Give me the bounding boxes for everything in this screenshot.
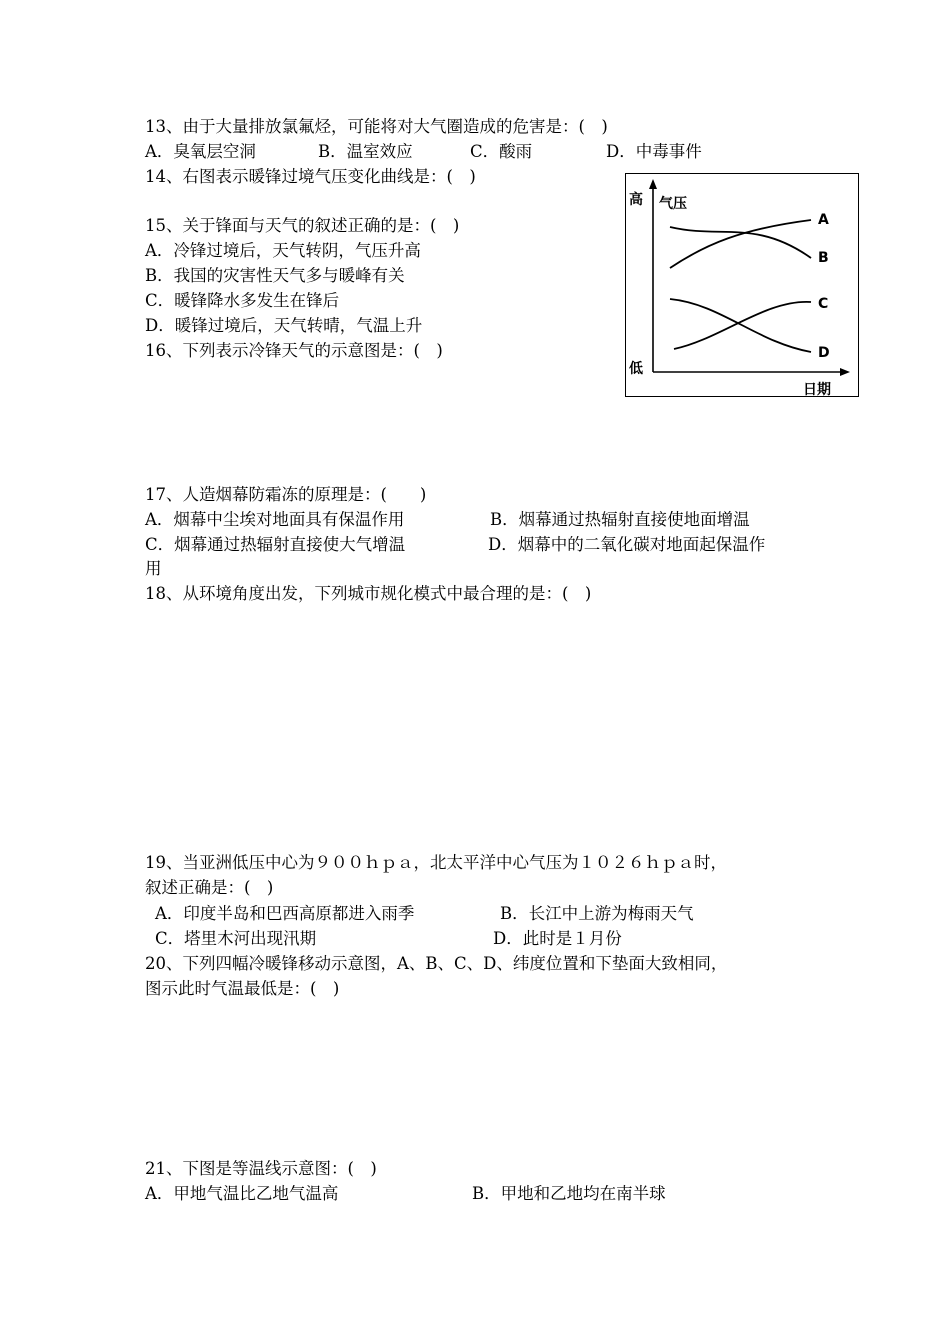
curve-label-b: B bbox=[818, 250, 829, 266]
y-axis-high-label: 高 bbox=[629, 192, 643, 208]
q17-option-c: C．烟幕通过热辐射直接使大气增温 bbox=[145, 535, 406, 554]
q18-stem: 18、从环境角度出发，下列城市规化模式中最合理的是：( ) bbox=[145, 584, 592, 603]
q19-option-d: D．此时是１月份 bbox=[493, 929, 622, 948]
pressure-curve-figure bbox=[625, 173, 859, 397]
curve-label-d: D bbox=[818, 345, 830, 361]
y-axis-title: 气压 bbox=[659, 196, 687, 212]
q19-option-c: C．塔里木河出现汛期 bbox=[155, 929, 317, 948]
q16-stem: 16、下列表示冷锋天气的示意图是：( ) bbox=[145, 341, 443, 360]
curve-label-a: A bbox=[818, 212, 829, 228]
x-axis-title: 日期 bbox=[803, 382, 831, 396]
q19-option-b: B．长江中上游为梅雨天气 bbox=[500, 904, 694, 923]
q15-option-a: A．冷锋过境后，天气转阴，气压升高 bbox=[145, 241, 421, 260]
q13-option-d: D．中毒事件 bbox=[606, 142, 702, 161]
x-axis-arrow bbox=[840, 368, 850, 376]
q17-option-a: A．烟幕中尘埃对地面具有保温作用 bbox=[145, 510, 405, 529]
q14-stem: 14、右图表示暖锋过境气压变化曲线是：( ) bbox=[145, 167, 476, 186]
curve-a bbox=[670, 220, 811, 268]
q19-option-a: A．印度半岛和巴西高原都进入雨季 bbox=[155, 904, 415, 923]
q20-stem-line1: 20、下列四幅冷暖锋移动示意图，A、B、C、D、纬度位置和下垫面大致相同， bbox=[145, 954, 728, 973]
q17-stem: 17、人造烟幕防霜冻的原理是：( ) bbox=[145, 485, 427, 504]
q17-option-d: D．烟幕中的二氧化碳对地面起保温作 bbox=[488, 535, 766, 554]
q13-option-a: A．臭氧层空洞 bbox=[145, 142, 256, 161]
y-axis-low-label: 低 bbox=[629, 361, 643, 377]
q13-option-b: B．温室效应 bbox=[318, 142, 413, 161]
q21-stem: 21、下图是等温线示意图：( ) bbox=[145, 1159, 377, 1178]
q13-stem: 13、由于大量排放氯氟烃，可能将对大气圈造成的危害是：( ) bbox=[145, 117, 608, 136]
q17-option-b: B．烟幕通过热辐射直接使地面增温 bbox=[490, 510, 750, 529]
q15-option-c: C．暖锋降水多发生在锋后 bbox=[145, 291, 340, 310]
q21-option-a: A．甲地气温比乙地气温高 bbox=[145, 1184, 339, 1203]
curve-label-c: C bbox=[818, 296, 829, 312]
q15-stem: 15、关于锋面与天气的叙述正确的是：( ) bbox=[145, 216, 460, 235]
q19-stem-line2: 叙述正确是：( ) bbox=[145, 878, 274, 897]
y-axis-arrow bbox=[649, 179, 657, 189]
q21-option-b: B．甲地和乙地均在南半球 bbox=[472, 1184, 666, 1203]
q20-stem-line2: 图示此时气温最低是：( ) bbox=[145, 979, 340, 998]
q15-option-d: D．暖锋过境后，天气转晴，气温上升 bbox=[145, 316, 423, 335]
q19-stem-line1: 19、当亚洲低压中心为９００ｈｐａ，北太平洋中心气压为１０２６ｈｐａ时， bbox=[145, 853, 727, 872]
q15-option-b: B．我国的灾害性天气多与暖峰有关 bbox=[145, 266, 405, 285]
curve-b bbox=[670, 227, 811, 258]
q13-option-c: C．酸雨 bbox=[470, 142, 533, 161]
q17-option-d-continued: 用 bbox=[145, 559, 162, 578]
